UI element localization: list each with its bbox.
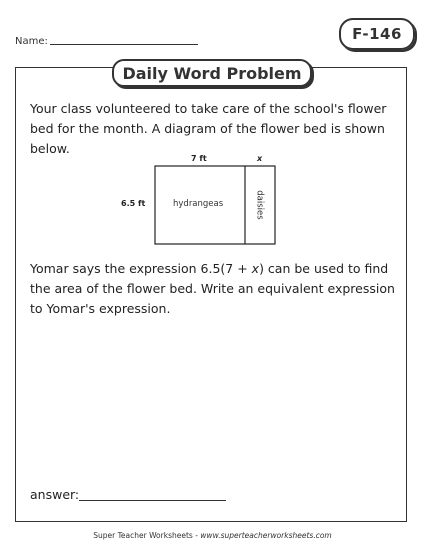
title-badge: Daily Word Problem: [112, 59, 312, 87]
height-label: 6.5 ft: [121, 199, 146, 208]
name-label: Name:: [15, 36, 48, 47]
problem-question: [30, 259, 395, 319]
footer: [0, 531, 425, 540]
width-label-7ft: 7 ft: [191, 154, 207, 163]
width-label-x: x: [257, 154, 263, 163]
answer-label: answer:: [30, 487, 80, 502]
question-before: Yomar says the expression 6.5(7 +: [30, 261, 252, 276]
name-field-line[interactable]: [50, 44, 198, 45]
footer-prefix: Super Teacher Worksheets -: [93, 531, 201, 540]
daisies-label: daisies: [254, 190, 265, 220]
worksheet-code-badge: F-146: [339, 18, 415, 50]
question-variable: x: [251, 261, 260, 276]
answer-field-line[interactable]: [79, 500, 226, 501]
question-after: ) can be used to find the area of the flower bed. Write an equivalent expression to Yomar's expression.: [30, 261, 395, 316]
problem-intro: Your class volunteered to take care of the school's flower bed for the month. A diagram of the flower bed is shown below.: [30, 101, 387, 156]
footer-site-link[interactable]: www.superteacherworksheets.com: [200, 531, 332, 540]
hydrangeas-label: hydrangeas: [173, 199, 224, 209]
daisies-region: [245, 166, 275, 244]
